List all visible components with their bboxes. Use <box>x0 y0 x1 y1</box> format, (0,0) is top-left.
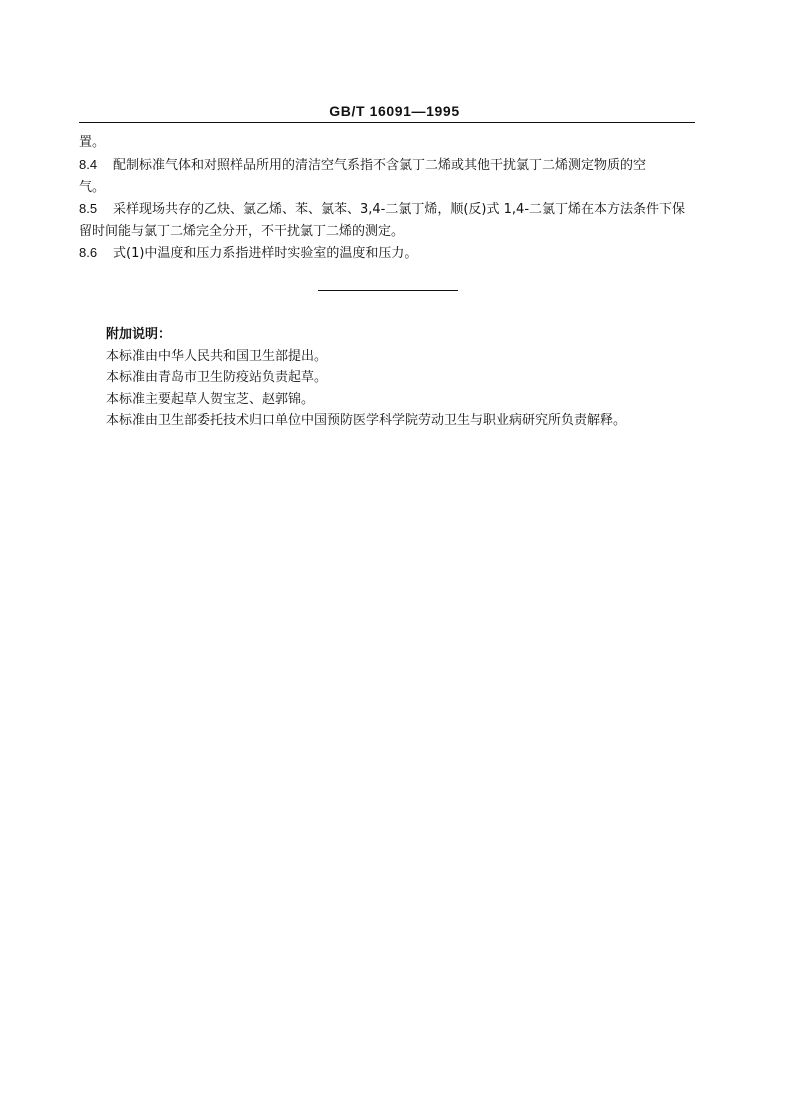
clause-text: 配制标准气体和对照样品所用的清洁空气系指不含氯丁二烯或其他干扰氯丁二烯测定物质的空 <box>113 158 647 173</box>
notes-line: 本标准由青岛市卫生防疫站负责起草。 <box>106 370 328 385</box>
clause-text: 采样现场共存的乙炔、氯乙烯、苯、氯苯、3,4-二氯丁烯，顺(反)式 1,4-二氯丁烯在本方法条件下保 <box>113 202 686 217</box>
clause-number: 8.4 <box>79 157 98 172</box>
continuation-line: 置。 <box>79 135 106 150</box>
clause-8-6 <box>79 242 699 265</box>
notes-title: 附加说明： <box>106 327 172 342</box>
clause-8-5-line-1 <box>79 198 699 221</box>
clause-8-4-line-2 <box>79 177 699 199</box>
clause-number: 8.6 <box>79 245 98 260</box>
notes-line: 本标准由中华人民共和国卫生部提出。 <box>106 348 328 364</box>
notes-line: 本标准主要起草人贺宝芝、赵郭锦。 <box>106 391 315 407</box>
clause-8-5 <box>79 198 699 243</box>
additional-notes <box>106 324 706 432</box>
continuation-text <box>79 132 699 154</box>
clause-text-continued: 气。 <box>79 180 106 195</box>
end-separator-rule <box>318 290 458 291</box>
clause-number: 8.5 <box>79 201 98 216</box>
clause-8-4-line-1 <box>79 154 699 177</box>
clause-text: 式(1)中温度和压力系指进样时实验室的温度和压力。 <box>113 246 418 261</box>
notes-line: 本标准由卫生部委托技术归口单位中国预防医学科学院劳动卫生与职业病研究所负责解释。 <box>106 413 627 428</box>
clause-8-5-line-2 <box>79 221 699 243</box>
clause-8-4 <box>79 154 699 199</box>
clause-8-6-line-1 <box>79 242 699 265</box>
clause-text-continued: 留时间能与氯丁二烯完全分开，不干扰氯丁二烯的测定。 <box>79 224 405 239</box>
header-rule <box>79 122 695 123</box>
standard-number: GB/T 16091—1995 <box>329 103 460 119</box>
